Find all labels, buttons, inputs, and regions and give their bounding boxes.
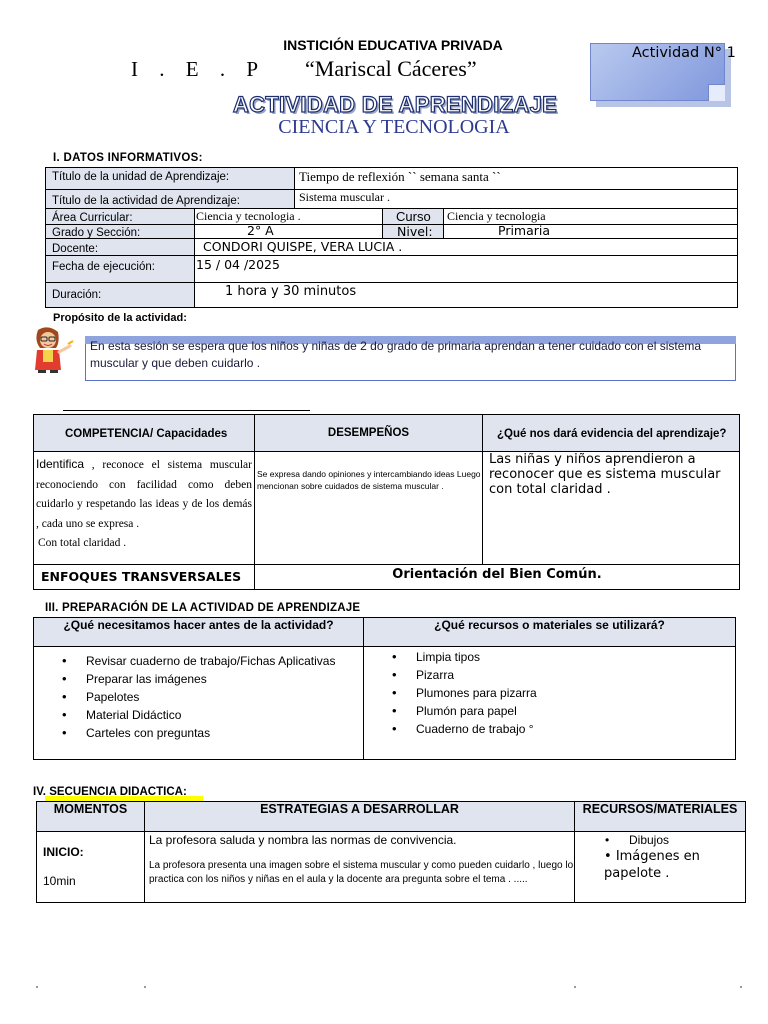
- moment-cell: [36, 831, 145, 903]
- date-label: Fecha de ejecución:: [45, 255, 195, 283]
- strategy-image: La profesora presenta una imagen sobre el sistema muscular y como pueden cuidarlo , luego lo practica con los niños y niñas en el aula y la docente ara pregunta sobre el tema . .....: [149, 860, 574, 885]
- head-sequence-resources: RECURSOS/MATERIALES: [574, 801, 746, 832]
- school-acronym: I . E . P: [131, 57, 266, 81]
- head-moments: MOMENTOS: [36, 801, 145, 832]
- section-1-title: I. DATOS INFORMATIVOS:: [53, 152, 203, 164]
- school-name: “Mariscal Cáceres”: [305, 56, 477, 81]
- bullet-icon: •: [605, 833, 610, 847]
- grade-value: 2° A: [194, 224, 383, 239]
- list-item: • Material Didáctico: [62, 706, 363, 724]
- grade-label: Grado y Sección:: [45, 224, 195, 239]
- subject-title: CIENCIA Y TECNOLOGIA: [278, 116, 510, 138]
- duration-value: 1 hora y 30 minutos: [194, 282, 738, 308]
- section-4-title: IV. SECUENCIA DIDACTICA:: [33, 786, 187, 798]
- section-3-title: III. PREPARACIÓN DE LA ACTIVIDAD DE APRENDIZAJE: [45, 602, 361, 614]
- list-item: • Plumones para pizarra: [392, 684, 735, 702]
- approach-label: ENFOQUES TRANSVERSALES: [33, 564, 255, 590]
- head-competence: COMPETENCIA/ Capacidades: [33, 414, 255, 452]
- competence-keyword: Identifica: [36, 457, 85, 471]
- before-cell: [33, 646, 364, 760]
- area-value: Ciencia y tecnologia .: [194, 208, 383, 225]
- list-item: • Plumón para papel: [392, 702, 735, 720]
- unit-value: Tiempo de reflexión `` semana santa ``: [294, 167, 738, 190]
- list-item: • Revisar cuaderno de trabajo/Fichas Aplicativas: [62, 652, 363, 670]
- head-before: ¿Qué necesitamos hacer antes de la actividad?: [33, 617, 364, 647]
- list-item: • Preparar las imágenes: [62, 670, 363, 688]
- teacher-label: Docente:: [45, 238, 195, 256]
- resources-list: [392, 648, 735, 738]
- page-dot: [144, 986, 146, 988]
- resource-drawings: [605, 833, 745, 847]
- start-label: INICIO:: [43, 845, 84, 859]
- main-title: ACTIVIDAD DE APRENDIZAJE: [232, 92, 558, 117]
- head-performance: DESEMPEÑOS: [254, 414, 483, 452]
- list-item: • Cuaderno de trabajo °: [392, 720, 735, 738]
- resources-cell: [363, 646, 736, 760]
- start-time: 10min: [43, 874, 76, 888]
- competence-text: , reconoce el sistema muscular reconociendo con facilidad como deben cuidarlo y respetando las ideas y de los demás , cada uno se expresa .: [36, 459, 252, 530]
- evidence-cell: Las niñas y niños aprendieron a reconocer que es sistema muscular con total claridad .: [482, 451, 740, 565]
- teacher-value: CONDORI QUISPE, VERA LUCIA .: [194, 238, 738, 256]
- activity-title-label: Título de la actividad de Aprendizaje:: [45, 189, 295, 209]
- course-value: Ciencia y tecnologia: [443, 208, 738, 225]
- page-dot: [36, 986, 38, 988]
- purpose-title: Propósito de la actividad:: [53, 312, 187, 324]
- purpose-text: En esta sesión se espera que los niños y niñas de 2 do grado de primaria aprendan a tener cuidado con el sistema muscular y que deben cuidarlo .: [90, 339, 702, 370]
- head-strategies: ESTRATEGIAS A DESARROLLAR: [144, 801, 575, 832]
- list-item: • Limpia tipos: [392, 648, 735, 666]
- page-dot: [740, 986, 742, 988]
- head-resources: ¿Qué recursos o materiales se utilizará?: [363, 617, 736, 647]
- resource-drawings-text: Dibujos: [629, 833, 670, 847]
- competence-last: Con total claridad .: [38, 537, 127, 549]
- school-type: INSTICIÓN EDUCATIVA PRIVADA: [283, 37, 503, 53]
- strategy-cell: [144, 831, 575, 903]
- date-value: 15 / 04 /2025: [194, 255, 738, 283]
- list-item: • Carteles con preguntas: [62, 724, 363, 742]
- area-label: Área Curricular:: [45, 208, 195, 225]
- level-value: Primaria: [443, 224, 738, 239]
- activity-number: Actividad N° 1: [632, 45, 736, 61]
- strategy-greeting: La profesora saluda y nombra las normas de convivencia.: [149, 833, 457, 847]
- duration-label: Duración:: [45, 282, 195, 308]
- before-list: [62, 652, 363, 742]
- teacher-cartoon-icon: [24, 326, 74, 374]
- activity-title-value: Sistema muscular .: [294, 189, 738, 209]
- divider-line: [63, 410, 310, 411]
- page-dot: [574, 986, 576, 988]
- resource-images: [604, 848, 745, 882]
- approach-value: Orientación del Bien Común.: [254, 564, 740, 590]
- course-label: Curso: [382, 208, 444, 225]
- unit-label: Título de la unidad de Aprendizaje:: [45, 167, 295, 190]
- list-item: • Pizarra: [392, 666, 735, 684]
- sequence-resources-cell: [574, 831, 746, 903]
- bullet-icon: •: [604, 849, 616, 864]
- head-evidence: ¿Qué nos dará evidencia del aprendizaje?: [482, 414, 740, 452]
- resource-images-text: Imágenes en papelote .: [604, 849, 700, 881]
- list-item: • Papelotes: [62, 688, 363, 706]
- level-label: Nivel:: [382, 224, 444, 239]
- performance-cell: Se expresa dando opiniones y intercambiando ideas Luego mencionan sobre cuidados de sistema muscular .: [254, 451, 483, 565]
- competence-cell: [33, 451, 255, 565]
